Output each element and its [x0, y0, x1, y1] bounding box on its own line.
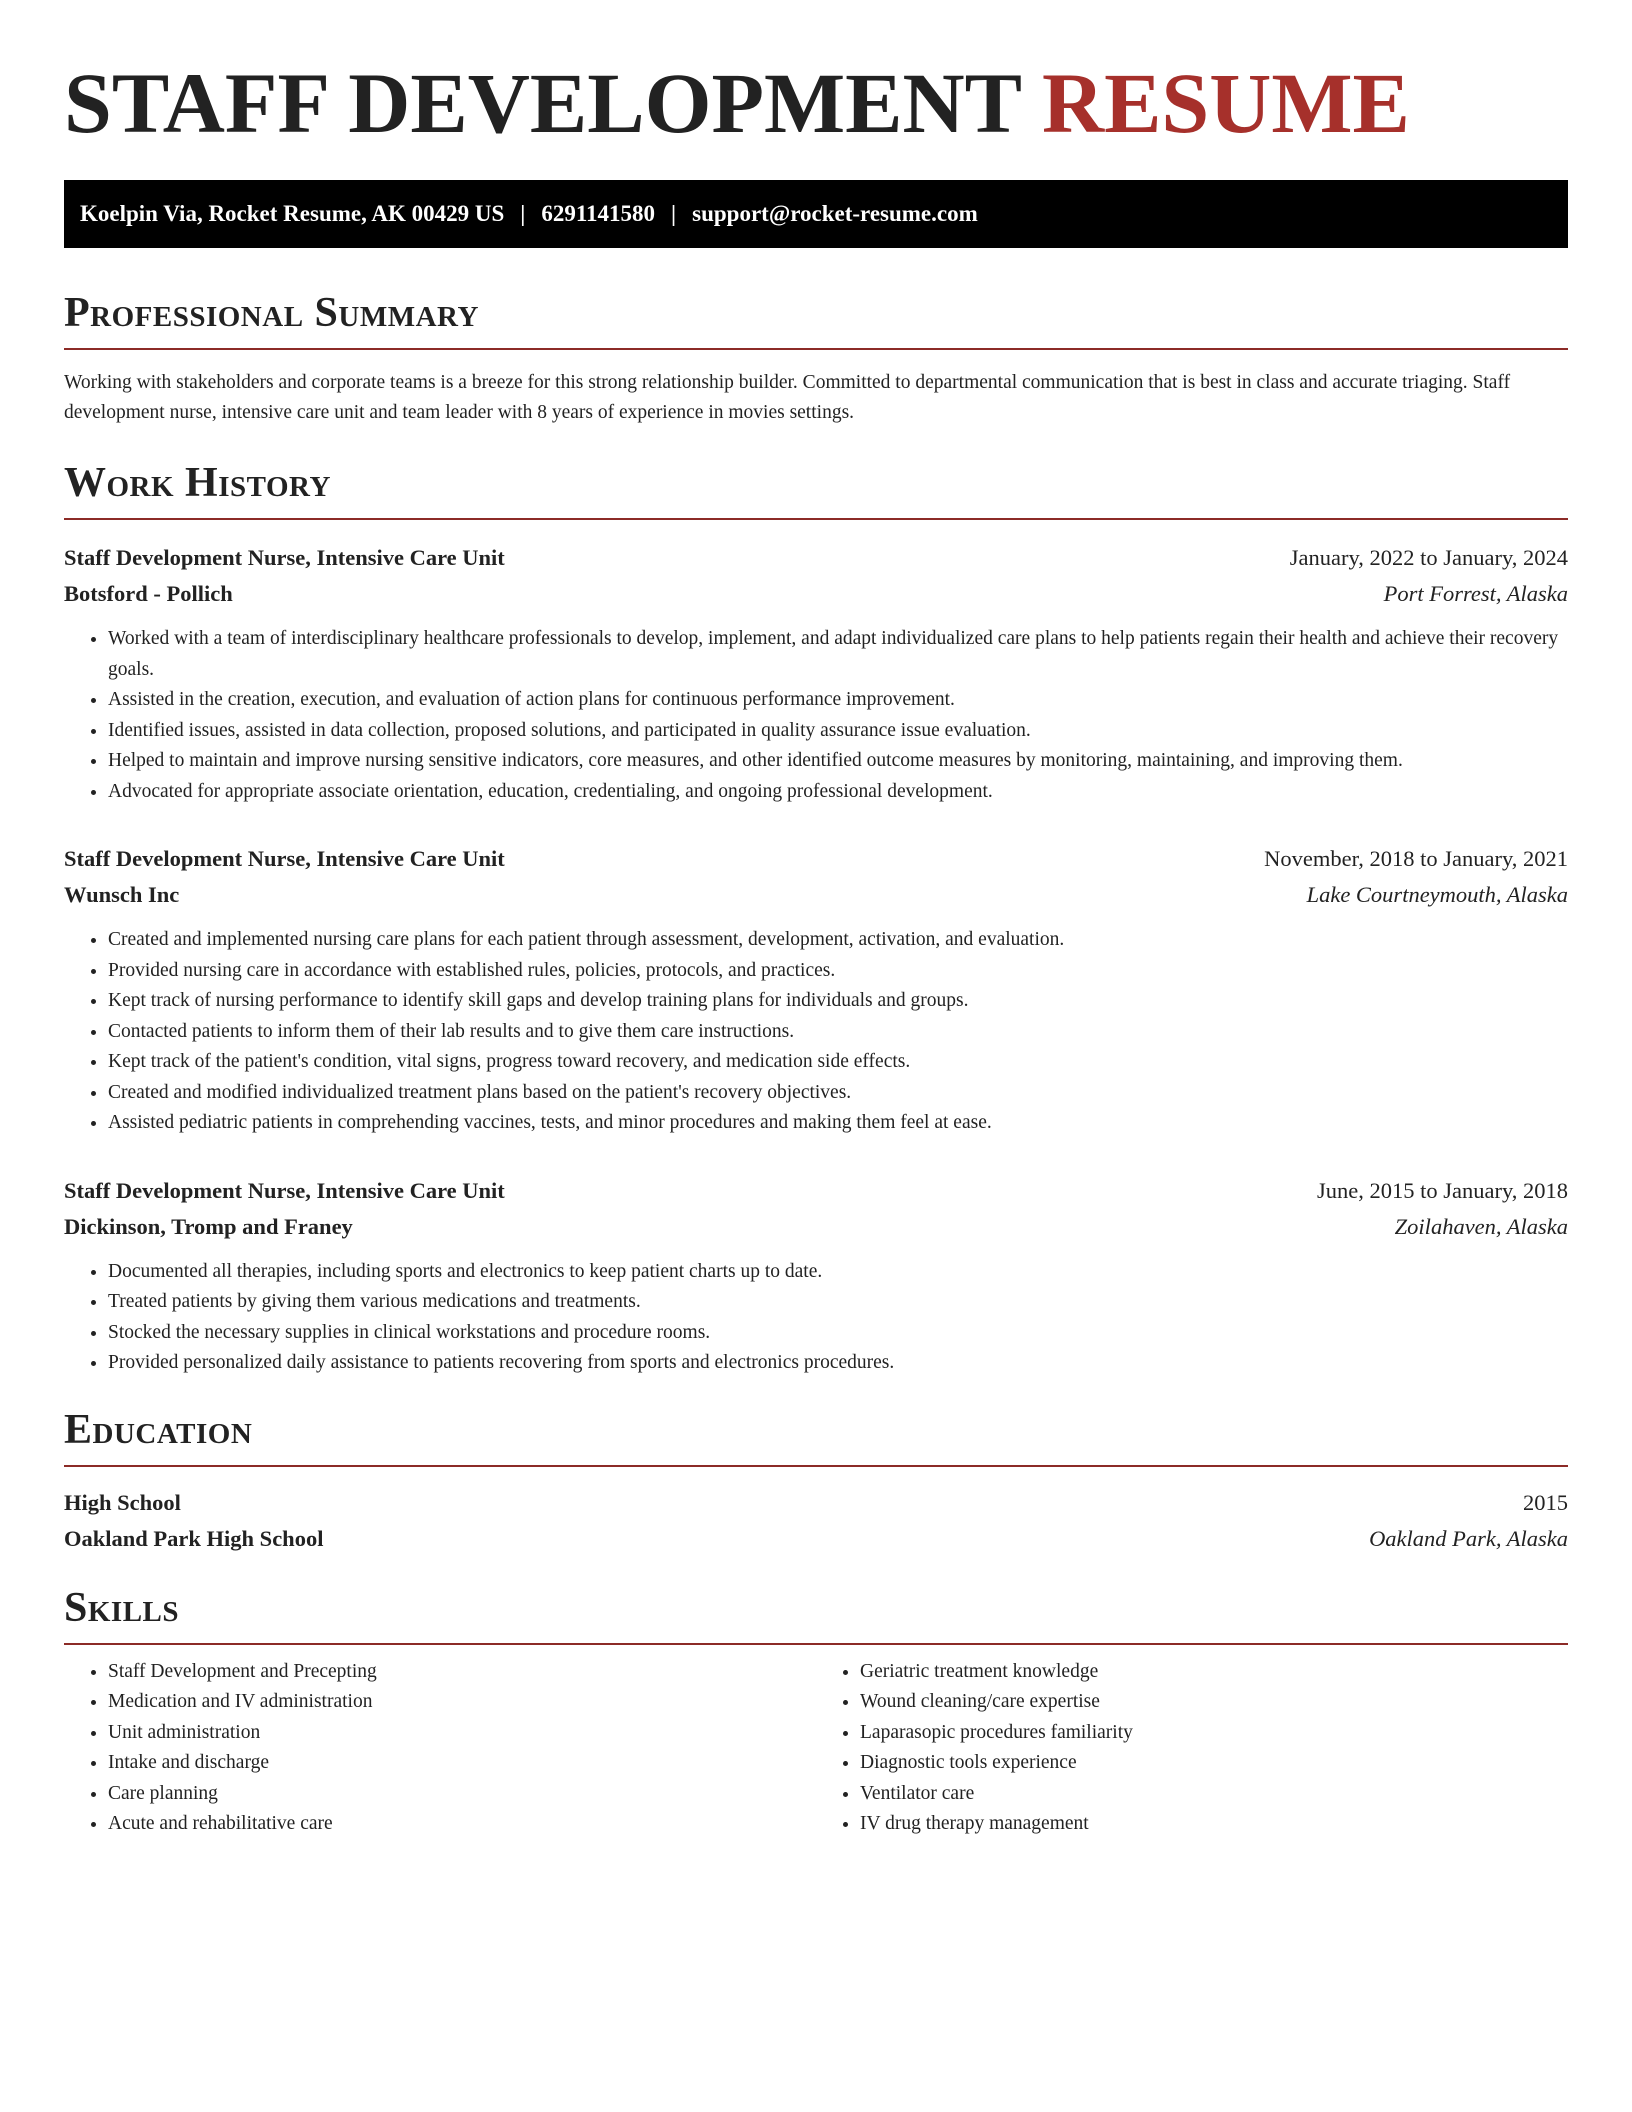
job-bullet: • Documented all therapies, including sports and electronics to keep patient charts up to date. — [108, 1257, 1568, 1288]
job-bullet: • Created and implemented nursing care plans for each patient through assessment, development, activation, and evaluation. — [108, 925, 1568, 956]
job-bullet: • Helped to maintain and improve nursing sensitive indicators, core measures, and other identified outcome measures by monitoring, maintaining, and improving them. — [108, 746, 1568, 777]
job-dates: June, 2015 to January, 2018 — [1316, 1177, 1568, 1203]
resume-title — [64, 55, 1568, 151]
job-bullet: • Stocked the necessary supplies in clinical workstations and procedure rooms. — [108, 1318, 1568, 1349]
skill-item: • Medication and IV administration — [108, 1687, 816, 1718]
contact-address: Koelpin Via, Rocket Resume, AK 00429 US — [80, 201, 505, 226]
title-accent: RESUME — [1041, 55, 1410, 151]
job-bullet: • Assisted in the creation, execution, and evaluation of action plans for continuous performance improvement. — [108, 685, 1568, 716]
skills-section — [64, 1584, 1568, 1840]
education-degree: High School — [64, 1489, 181, 1515]
skill-item: • Intake and discharge — [108, 1748, 816, 1779]
title-main: STAFF DEVELOPMENT — [64, 55, 1021, 151]
contact-separator: | — [671, 201, 677, 226]
job-location: Lake Courtneymouth, Alaska — [1306, 882, 1568, 907]
job-bullet: • Kept track of nursing performance to identify skill gaps and develop training plans for individuals and groups. — [108, 986, 1568, 1017]
job-entry — [64, 841, 1568, 1139]
education-section — [64, 1406, 1568, 1557]
job-title: Staff Development Nurse, Intensive Care Unit — [64, 846, 505, 871]
job-company: Botsford - Pollich — [64, 581, 233, 606]
summary-text: Working with stakeholders and corporate teams is a breeze for this strong relationship builder. Committed to departmental communication that is best in class and accurate triaging. Staff development nurse, intensive care unit and team leader with 8 years of experience in movies settings. — [64, 372, 1511, 423]
job-location: Zoilahaven, Alaska — [1394, 1213, 1568, 1239]
job-bullet: • Provided personalized daily assistance to patients recovering from sports and electronics procedures. — [108, 1348, 1568, 1379]
work-history-section — [64, 462, 1568, 1379]
job-dates: November, 2018 to January, 2021 — [1264, 846, 1568, 871]
contact-phone: 6291141580 — [541, 201, 656, 226]
education-location: Oakland Park, Alaska — [1369, 1525, 1568, 1551]
summary-section — [64, 292, 1568, 428]
job-title: Staff Development Nurse, Intensive Care Unit — [64, 545, 505, 570]
job-company: Wunsch Inc — [64, 882, 180, 907]
job-bullet: • Provided nursing care in accordance with established rules, policies, protocols, and practices. — [108, 956, 1568, 987]
skill-item: • Laparasopic procedures familiarity — [860, 1718, 1568, 1749]
job-bullet: • Treated patients by giving them various medications and treatments. — [108, 1287, 1568, 1318]
education-entry — [64, 1485, 1568, 1557]
skill-item: • Geriatric treatment knowledge — [860, 1657, 1568, 1688]
skills-list-left — [64, 1657, 816, 1840]
skills-heading: Skills — [64, 1587, 1568, 1645]
job-bullet: • Assisted pediatric patients in comprehending vaccines, tests, and minor procedures and making them feel at ease. — [108, 1108, 1568, 1139]
job-bullet: • Identified issues, assisted in data collection, proposed solutions, and participated in quality assurance issue evaluation. — [108, 716, 1568, 747]
education-heading: Education — [64, 1409, 1568, 1467]
job-location: Port Forrest, Alaska — [1383, 581, 1568, 606]
job-title: Staff Development Nurse, Intensive Care Unit — [64, 1177, 505, 1203]
job-bullet: • Kept track of the patient's condition, vital signs, progress toward recovery, and medication side effects. — [108, 1047, 1568, 1078]
skill-item: • Ventilator care — [860, 1779, 1568, 1810]
summary-heading: Professional Summary — [64, 292, 1568, 350]
job-bullet: • Advocated for appropriate associate orientation, education, credentialing, and ongoing professional development. — [108, 777, 1568, 808]
skill-item: • IV drug therapy management — [860, 1809, 1568, 1840]
skills-columns — [64, 1657, 1568, 1840]
job-bullet: • Created and modified individualized treatment plans based on the patient's recovery objectives. — [108, 1078, 1568, 1109]
education-school: Oakland Park High School — [64, 1525, 324, 1551]
job-bullet: • Worked with a team of interdisciplinary healthcare professionals to develop, implement, and adapt individualized care plans to help patients regain their health and achieve their recovery goals. — [108, 624, 1568, 685]
job-entry — [64, 1173, 1568, 1379]
job-bullet: • Contacted patients to inform them of their lab results and to give them care instructions. — [108, 1017, 1568, 1048]
skill-item: • Wound cleaning/care expertise — [860, 1687, 1568, 1718]
contact-email: support@rocket-resume.com — [692, 201, 978, 226]
job-entry — [64, 540, 1568, 807]
job-bullets — [64, 624, 1568, 807]
skill-item: • Diagnostic tools experience — [860, 1748, 1568, 1779]
job-bullets — [64, 925, 1568, 1139]
contact-bar — [64, 180, 1568, 248]
skill-item: • Care planning — [108, 1779, 816, 1810]
contact-separator: | — [520, 201, 526, 226]
job-company: Dickinson, Tromp and Franey — [64, 1213, 353, 1239]
education-year: 2015 — [1523, 1489, 1568, 1515]
job-dates: January, 2022 to January, 2024 — [1289, 545, 1568, 570]
skill-item: • Staff Development and Precepting — [108, 1657, 816, 1688]
skill-item: • Unit administration — [108, 1718, 816, 1749]
job-bullets — [64, 1257, 1568, 1379]
work-history-heading: Work History — [64, 462, 1568, 520]
skills-list-right — [816, 1657, 1568, 1840]
skill-item: • Acute and rehabilitative care — [108, 1809, 816, 1840]
